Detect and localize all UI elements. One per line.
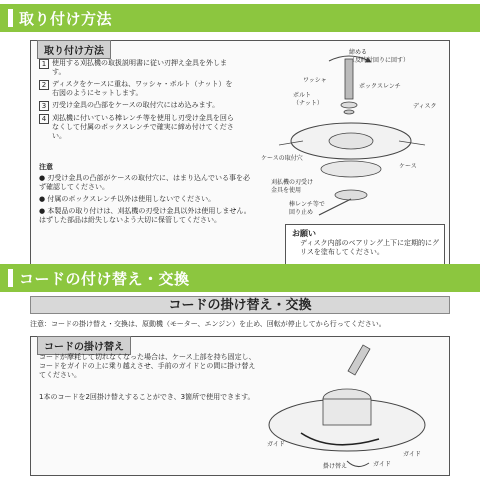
cord-panel-tag: コードの掛け替え [37,336,131,355]
install-step-1 [39,59,239,77]
step-number: 2 [39,80,49,90]
request-text: ディスク内部のベアリング上下に定期的にグリスを塗布してください。 [300,239,440,256]
washer-shape [341,102,357,108]
section-title-cord: コードの付け替え・交換 [19,269,190,288]
request-title: お願い [292,229,316,238]
case-shape [321,161,381,177]
step-number: 3 [39,101,49,111]
step-text: ディスクをケースに重ね、ワッシャ・ボルト（ナット）を右図のようにセットします。 [52,80,233,97]
label-swap: 掛け替え [323,463,348,470]
step-text: 刃受け金具の凸部をケースの取付穴にはめ込みます。 [52,101,220,109]
label-tighten: 締める [349,49,368,56]
disk-hub [329,133,373,149]
install-diagram [259,49,447,229]
cord-paragraph-1: コードが摩耗して切れなくなった場合は、ケース上部を持ち固定し、コードをガイドの上に乗り越えさせ、手前のガイドとの間に掛け替えてください。 [39,353,256,379]
label-case-hole: ケースの取付穴 [261,155,303,162]
label-guide-left: ガイド [267,441,285,448]
label-blade-holder: 刈払機の刃受け [271,179,314,186]
section-header-cord [0,264,480,292]
label-washer: ワッシャ [303,77,327,84]
section-header-install [0,4,480,32]
cord-paragraph-2: 1本のコードを2回掛け替えすることができ、3箇所で使用できます。 [39,393,255,401]
label-tighten-sub: （反時計回りに回す） [349,57,410,64]
caution-item-3: ● 本製品の取り付けは、刈払機の刃受け金具以外は使用しません。はずした部品は紛失しないよう大切に保管してください。 [39,207,251,224]
section-title-install: 取り付け方法 [19,9,113,28]
install-step-4 [39,114,239,141]
cord-case-body [323,399,371,425]
cord-notice: 注意：コードの掛け替え・交換は、原動機（モーター、エンジン）を止め、回転が停止してから行ってください。 [30,320,386,328]
label-stopper-sub: 回り止め [289,209,314,216]
label-guide-bottom: ガイド [373,461,391,468]
label-disk: ディスク [413,103,437,110]
shaft-shape [348,345,370,375]
step-number: 4 [39,114,49,124]
header-marker [8,9,13,27]
install-step-2 [39,80,239,98]
label-box-wrench: ボックスレンチ [359,83,401,90]
blade-holder-shape [335,190,367,200]
label-blade-holder-sub: 金具を使用 [271,187,302,194]
install-step-3 [39,101,239,111]
step-number: 1 [39,59,49,69]
swap-arrow [347,461,369,467]
install-panel-tag: 取り付け方法 [37,40,111,59]
header-marker [8,269,13,287]
caution-item-1: ● 刃受け金具の凸部がケースの取付穴に、はまり込んでいる事を必ず確認してください。 [39,174,250,191]
caution-item-2: ● 付属のボックスレンチ以外は使用しないでください。 [39,195,216,203]
label-bolt-sub: （ナット） [293,100,323,107]
label-case: ケース [399,163,417,170]
box-wrench-shape [345,59,353,99]
step-text: 使用する刈払機の取扱説明書に従い刃押え金具を外します。 [52,59,227,76]
cord-sub-header: コードの掛け替え・交換 [30,296,450,314]
caution-title: 注意 [39,163,53,171]
label-guide-right: ガイド [403,451,421,458]
label-bolt: ボルト [293,92,312,99]
request-box [285,224,445,266]
cord-panel [30,336,450,476]
bolt-shape [344,110,354,114]
label-stopper: 棒レンチ等で [289,201,325,208]
step-text: 刈払機に付いている棒レンチ等を使用し刃受け金具を回らなくして付属のボックスレンチで確実に締め付けてください。 [52,114,234,140]
